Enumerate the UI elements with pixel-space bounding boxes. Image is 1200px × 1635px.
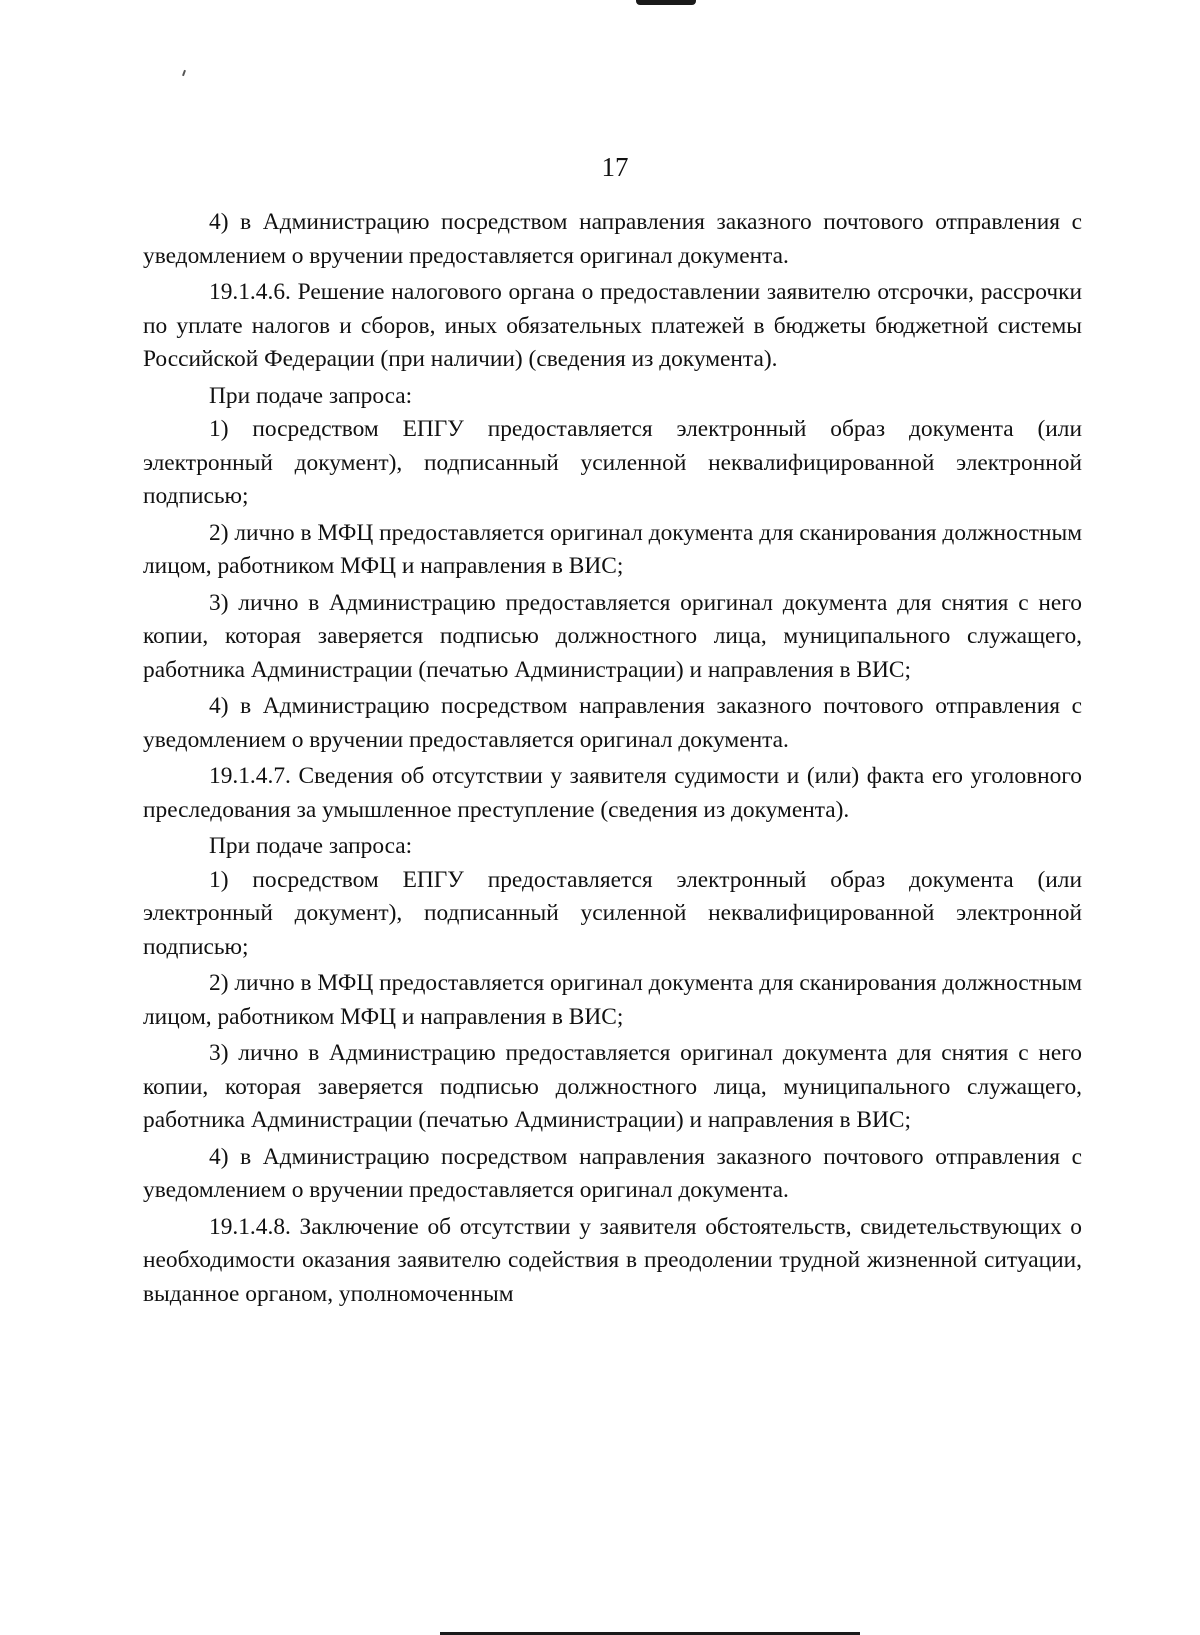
paragraph-mfc-2: 2) лично в МФЦ предоставляется оригинал документа для сканирования должностным лицом, работником МФЦ и направления в ВИС; [143, 970, 1082, 1030]
paragraph-epgu-1: 1) посредством ЕПГУ предоставляется электронный образ документа (или электронный документ), подписанный усиленной неквалифицированной электронной подписью; [143, 416, 1082, 509]
paragraph-request-heading-1: При подаче запроса: [209, 382, 413, 409]
paragraph-postal-2: 4) в Администрацию посредством направления заказного почтового отправления с уведомлением о вручении предоставляется оригинал документа. [143, 693, 1082, 753]
paragraph-admin-1: 3) лично в Администрацию предоставляется оригинал документа для снятия с него копии, которая заверяется подписью должностного лица, муниципального служащего, работника Администрации (печатью Администрации) и направления в ВИС; [143, 589, 1082, 683]
paragraph-admin-2: 3) лично в Администрацию предоставляется оригинал документа для снятия с него копии, которая заверяется подписью должностного лица, муниципального служащего, работника Администрации (печатью Администрации) и направления в ВИС; [143, 1040, 1082, 1133]
page-number: 17 [601, 152, 629, 182]
document-body [143, 206, 1082, 1314]
scan-speck [182, 70, 186, 76]
paragraph-19-1-4-6: 19.1.4.6. Решение налогового органа о предоставлении заявителю отсрочки, рассрочки по уплате налогов и сборов, иных обязательных платежей в бюджеты бюджетной системы Российской Федерации (при наличии) (сведения из документа). [143, 279, 1082, 372]
scan-artifact-top [636, 0, 696, 5]
paragraph-postal-3: 4) в Администрацию посредством направления заказного почтового отправления с уведомлением о вручении предоставляется оригинал документа. [143, 1143, 1082, 1203]
paragraph-19-1-4-7: 19.1.4.7. Сведения об отсутствии у заявителя судимости и (или) факта его уголовного преследования за умышленное преступление (сведения из документа). [143, 763, 1082, 823]
paragraph-19-1-4-8: 19.1.4.8. Заключение об отсутствии у заявителя обстоятельств, свидетельствующих о необходимости оказания заявителю содействия в преодолении трудной жизненной ситуации, выданное органом, уполномоченным [143, 1213, 1082, 1307]
paragraph-request-heading-2: При подаче запроса: [209, 833, 413, 859]
paragraph-epgu-2: 1) посредством ЕПГУ предоставляется электронный образ документа (или электронный документ), подписанный усиленной неквалифицированной электронной подписью; [143, 866, 1082, 960]
paragraph-postal-1: 4) в Администрацию посредством направления заказного почтового отправления с уведомлением о вручении предоставляется оригинал документа. [143, 209, 1082, 269]
paragraph-mfc-1: 2) лично в МФЦ предоставляется оригинал документа для сканирования должностным лицом, работником МФЦ и направления в ВИС; [143, 519, 1082, 579]
